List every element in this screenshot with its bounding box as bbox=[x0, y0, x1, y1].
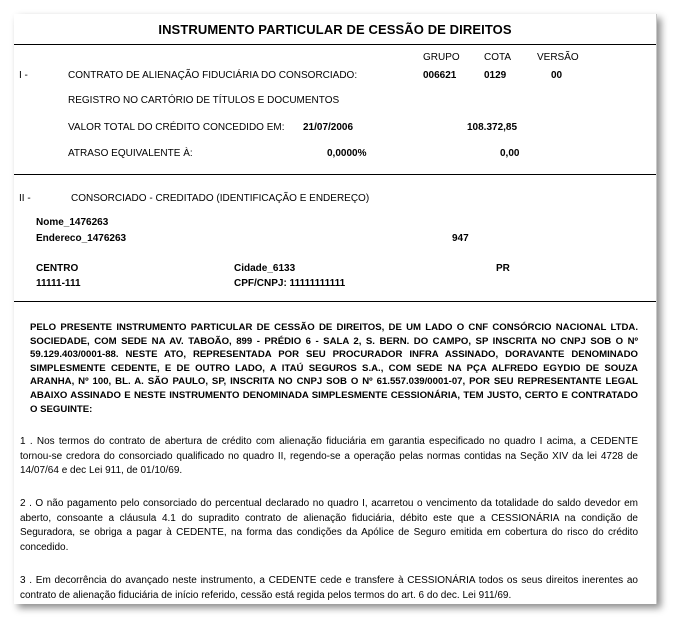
valor-date: 21/07/2006 bbox=[303, 122, 354, 133]
consorciado-nome: Nome_1476263 bbox=[36, 217, 109, 228]
title-divider bbox=[14, 44, 656, 45]
consorciado-endereco: Endereco_1476263 bbox=[36, 233, 127, 244]
contract-label: CONTRATO DE ALIENAÇÃO FIDUCIÁRIA DO CONSORCIADO: bbox=[68, 70, 358, 81]
uf: PR bbox=[496, 263, 510, 274]
document-page bbox=[14, 14, 657, 604]
registro-label: REGISTRO NO CARTÓRIO DE TÍTULOS E DOCUMENTOS bbox=[68, 95, 340, 106]
clause-2: 2 . O não pagamento pelo consorciado do percentual declarado no quadro I, acarretou o vencimento da totalidade do saldo devedor em aberto, consoante a cláusula 4.1 do supradito contrato de alienação fiduciária, débito este que a CESSIONÁRIA na condição de Seguradora, se obriga a pagar à CEDENTE, na forma das condições da Apólice de Seguro emitida em cobertura do risco do crédito concedido. bbox=[20, 498, 638, 553]
cidade: Cidade_6133 bbox=[234, 263, 296, 274]
grupo-header: GRUPO bbox=[423, 52, 460, 63]
legal-preamble: PELO PRESENTE INSTRUMENTO PARTICULAR DE CESSÃO DE DIREITOS, DE UM LADO O CNF CONSÓRCIO NACIONAL LTDA. SOCIEDADE, COM SEDE NA AV. TABOÃO, 899 - PRÉDIO 6 - SALA 2, S. BERN. DO CAMPO, SP INSCRITA NO CNPJ SOB O Nº 59.129.403/0001-88. NESTE ATO, REPRESENTADA POR SEU PROCURADOR INFRA ASSINADO, DORAVANTE DENOMINADO SIMPLESMENTE CEDENTE, E DE OUTRO LADO, A ITAÚ SEGUROS S.A., COM SEDE NA PÇA ALFREDO EGYDIO DE SOUZA ARANHA, Nº 100, BL. A. SÃO PAULO, SP, INSCRITA NO CNPJ SOB O Nº 61.557.039/0001-07, POR SEU REPRESENTANTE LEGAL ABAIXO ASSINADO E NESTE INSTRUMENTO DENOMINADA SIMPLESMENTE CESSIONÁRIA, TEM JUSTO, CERTO E CONTRATADO O SEGUINTE: bbox=[30, 322, 638, 415]
cpf-cnpj: CPF/CNPJ: 11111111111 bbox=[234, 278, 346, 289]
document-title: INSTRUMENTO PARTICULAR DE CESSÃO DE DIREITOS bbox=[158, 22, 512, 37]
cota-value: 0129 bbox=[484, 70, 507, 81]
grupo-value: 006621 bbox=[423, 70, 457, 81]
section-divider-1 bbox=[14, 174, 656, 175]
clause-3: 3 . Em decorrência do avançado neste instrumento, a CEDENTE cede e transfere à CESSIONÁRIA todos os seus direitos inerentes ao contrato de alienação fiduciária de início referido, cessão está regida pelos termos do art. 6 do dec. Lei 911/69. bbox=[20, 575, 638, 601]
clause-1: 1 . Nos termos do contrato de abertura de crédito com alienação fiduciária em garantia especificado no quadro I acima, a CEDENTE tornou-se credora do consorciado qualificado no quadro II, regendo-se a operação pelas normas contidas na Seção XIV da lei 4728 de 14/07/64 e dec Lei 911, de 01/10/69. bbox=[20, 436, 638, 476]
section-2-numeral: II - bbox=[19, 193, 31, 204]
atraso-label: ATRASO EQUIVALENTE À: bbox=[68, 148, 193, 159]
cota-header: COTA bbox=[484, 52, 512, 63]
section-divider-2 bbox=[14, 301, 656, 302]
valor-label: VALOR TOTAL DO CRÉDITO CONCEDIDO EM: bbox=[68, 122, 285, 133]
atraso-percent: 0,0000% bbox=[327, 148, 367, 159]
versao-header: VERSÃO bbox=[537, 52, 579, 63]
section-2-heading: CONSORCIADO - CREDITADO (IDENTIFICAÇÃO E ENDEREÇO) bbox=[71, 193, 370, 204]
bairro: CENTRO bbox=[36, 263, 79, 274]
atraso-amount: 0,00 bbox=[500, 148, 520, 159]
versao-value: 00 bbox=[551, 70, 563, 81]
valor-amount: 108.372,85 bbox=[467, 122, 518, 133]
endereco-numero: 947 bbox=[452, 233, 469, 244]
section-1-numeral: I - bbox=[19, 70, 28, 81]
cep: 11111-111 bbox=[36, 278, 81, 289]
